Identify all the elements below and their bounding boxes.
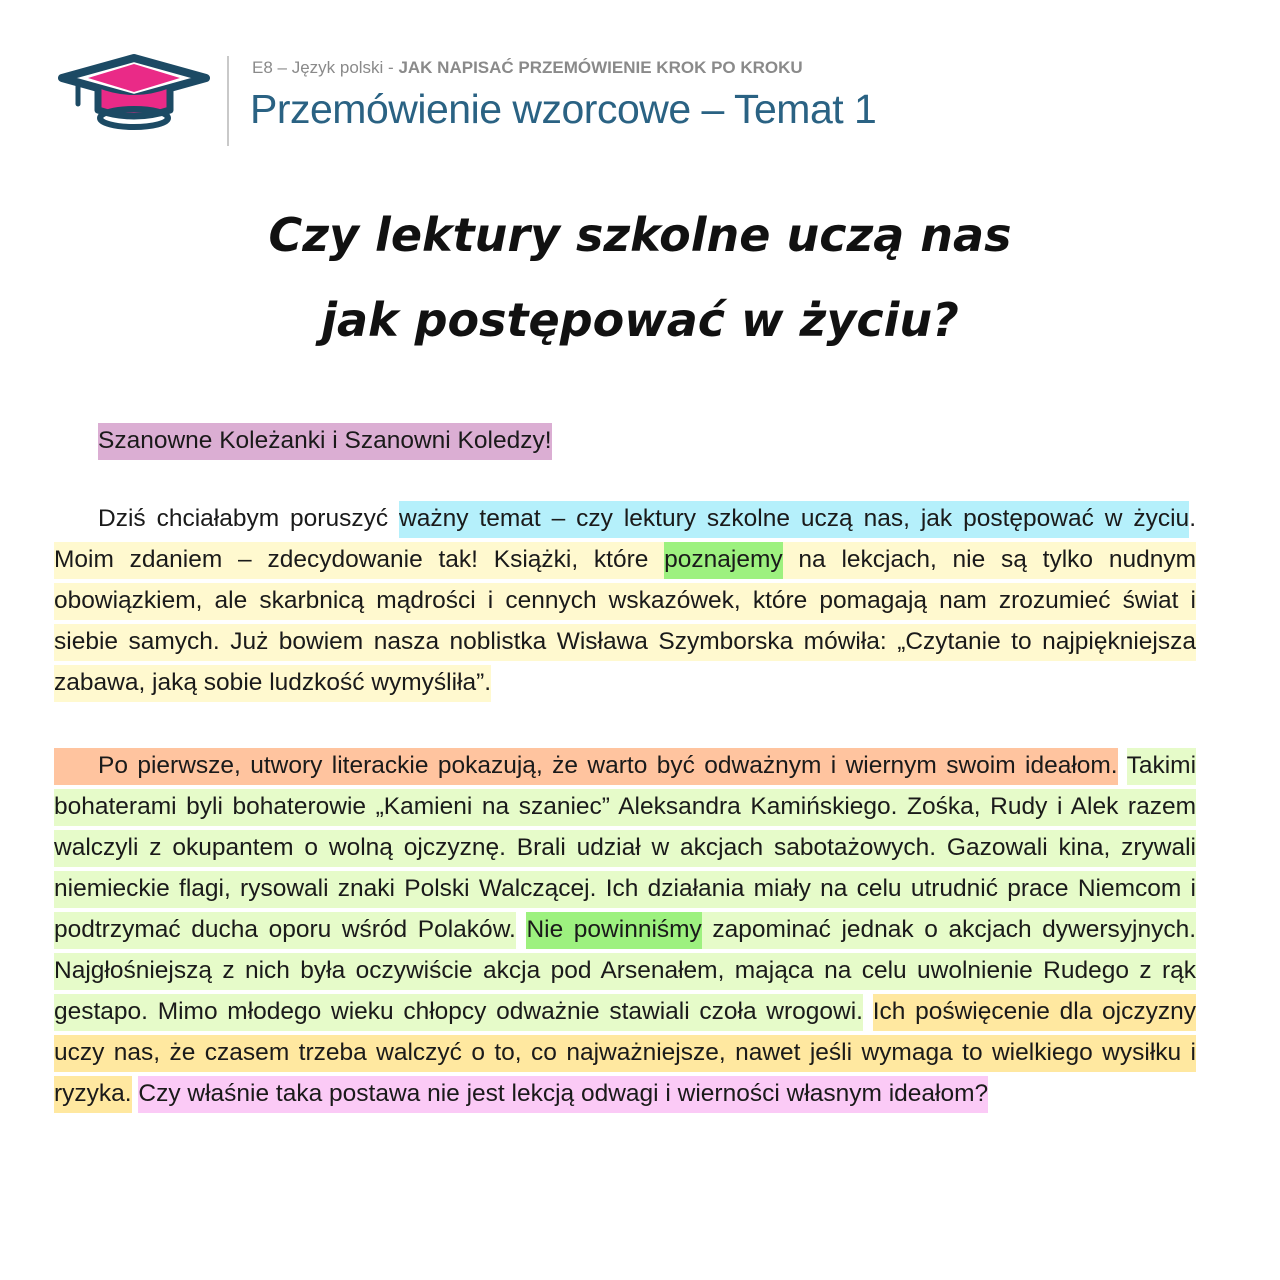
intro-lead: Dziś chciałabym poruszyć [98,505,400,532]
breadcrumb [252,58,803,78]
conclusion-highlight: Ich poświęcenie dla ojczyzny uczy nas, że czasem trzeba walczyć o to, co najważniejsze, nawet jeśli wymaga to wielkiego wysiłku i ryzyka. [54,994,1196,1113]
argument-highlight [54,748,1118,785]
greeting-highlight: Szanowne Koleżanki i Szanowni Koledzy! [98,423,552,460]
breadcrumb-prefix: E8 – Język polski - [252,58,399,77]
thesis-dot: . [1189,505,1196,532]
topic-line-2: jak postępować w życiu? [321,293,959,347]
topic-line-1: Czy lektury szkolne uczą nas [268,208,1012,262]
thesis-highlight: ważny temat – czy lektury szkolne uczą nas, jak postępować w życiu [399,501,1189,538]
intro-paragraph [54,498,1196,703]
breadcrumb-section: JAK NAPISAĆ PRZEMÓWIENIE KROK PO KROKU [398,58,803,77]
greeting-paragraph [54,420,1196,461]
example-highlight-a: Takimi bohaterami byli bohaterowie „Kamieni na szaniec” Aleksandra Kamińskiego. Zośka, Rudy i Alek razem walczyli z okupantem o wolną ojczyznę. Brali udział w akcjach sabotażowych. Gazowali kina, zrywali niemieckie flagi, rysowali znaki Polski Walczącej. Ich działania miały na celu utrudnić prace Niemcom i podtrzymać ducha oporu wśród Polaków. [54,748,1196,949]
example-highlight-b: zapominać jednak o akcjach dywersyjnych. Najgłośniejszą z nich była oczywiście akcja pod Arsenałem, mająca na celu uwolnienie Rudego z rąk gestapo. Mimo młodego wieku chłopcy odważnie stawiali czoła wrogowi. [54,912,1196,1031]
argument-paragraph [54,745,1196,1114]
header-divider [227,56,229,146]
verb-highlight-2: Nie powinniśmy [526,912,701,949]
question-highlight: Czy właśnie taka postawa nie jest lekcją odwagi i wierności własnym ideałom? [138,1076,988,1113]
argument-text: Po pierwsze, utwory literackie pokazują, że warto być odważnym i wiernym swoim ideałom. [98,752,1118,779]
page-title: Przemówienie wzorcowe – Temat 1 [250,86,877,132]
verb-highlight: poznajemy [664,542,782,579]
intro-highlight-a: Moim zdaniem – zdecydowanie tak! Książki, które [54,542,664,579]
graduation-cap-icon [58,52,210,132]
intro-highlight-b: na lekcjach, nie są tylko nudnym obowiązkiem, ale skarbnicą mądrości i cennych wskazówek, które pomagają nam zrozumieć świat i siebie samych. Już bowiem nasza noblistka Wisława Szymborska mówiła: „Czytanie to najpiękniejsza zabawa, jaką sobie ludzkość wymyśliła”. [54,542,1196,702]
